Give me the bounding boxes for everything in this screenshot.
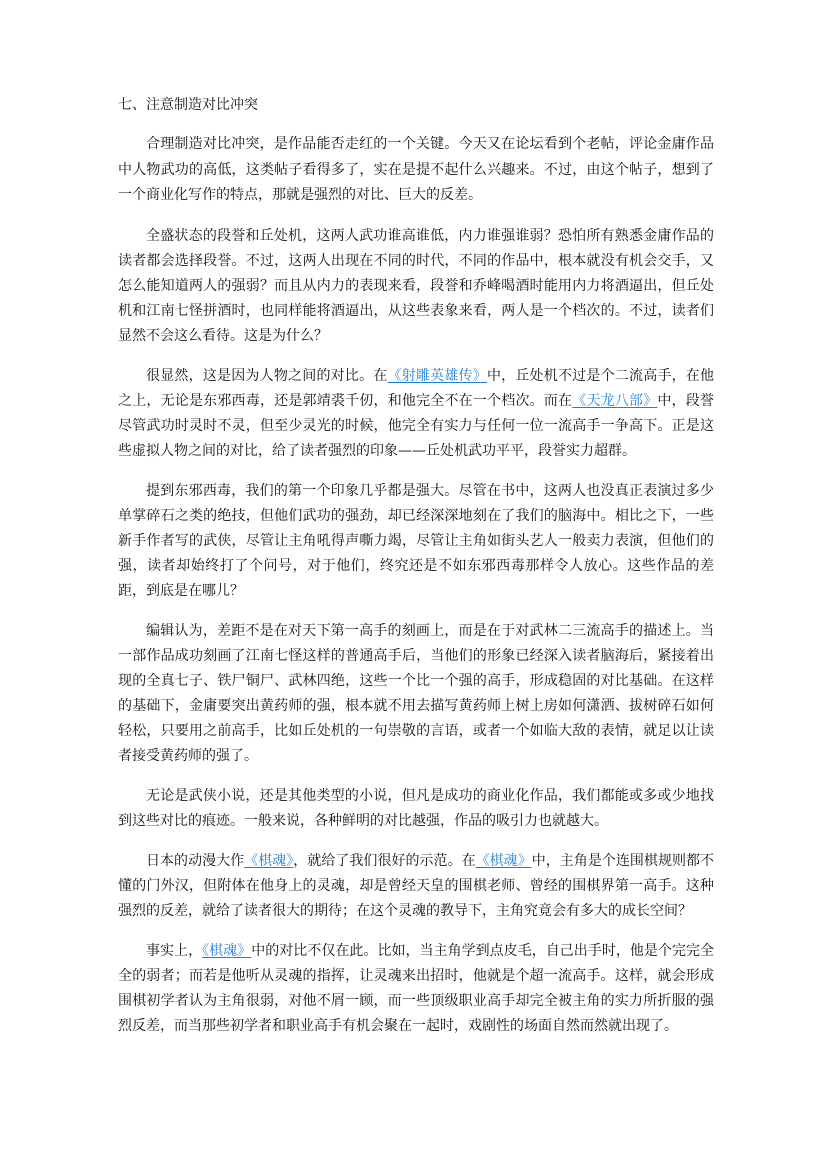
link-tianlong-babu[interactable]: 《天龙八部》 bbox=[572, 392, 658, 409]
link-qihun-1[interactable]: 《棋魂》 bbox=[244, 852, 294, 869]
paragraph-1: 合理制造对比冲突，是作品能否走红的一个关键。今天又在论坛看到个老帖，评论金庸作品中人物武功的高低，这类帖子看得多了，实在是提不起什么兴趣来。不过，由这个帖子，想到了一个商业化写作的特点，那就是强烈的对比、巨大的反差。 bbox=[118, 136, 714, 203]
paragraph-8-text-1: 事实上， bbox=[146, 942, 203, 959]
link-qihun-2[interactable]: 《棋魂》 bbox=[475, 852, 532, 869]
paragraph-4: 提到东邪西毒，我们的第一个印象几乎都是强大。尽管在书中，这两人也没真正表演过多少单掌碎石之类的绝技，但他们武功的强劲，却已经深深地刻在了我们的脑海中。相比之下，一些新手作者写的武侠，尽管让主角吼得声嘶力竭，尽管让主角如街头艺人一般卖力表演，但他们的强，读者却始终打了个问号，对于他们，终究还是不如东邪西毒那样令人放心。这些作品的差距，到底是在哪儿？ bbox=[118, 482, 714, 599]
paragraph-7-text-3: 中，主角是个连围棋规则都不懂的门外汉，但附体在他身上的灵魂，却是曾经天皇的围棋老师、曾经的围棋界第一高手。这种强烈的反差，就给了读者很大的期待；在这个灵魂的教导下，主角究竟会有多大的成长空间？ bbox=[118, 852, 715, 919]
paragraph-8-text-2: 中的对比不仅在此。比如，当主角学到点皮毛，自己出手时，他是个完完全全的弱者；而若是他听从灵魂的指挥，让灵魂来出招时，他就是个超一流高手。这样，就会形成围棋初学者认为主角很弱，对他不屑一顾，而一些顶级职业高手却完全被主角的实力所折服的强烈反差，而当那些初学者和职业高手有机会聚在一起时，戏剧性的场面自然而然就出现了。 bbox=[118, 942, 715, 1034]
document-page bbox=[118, 95, 714, 1054]
paragraph-3-text-2: 中，丘处机不过是个二流高手，在他之上，无论是东邪西毒，还是郭靖裘千仞，和他完全不在一个档次。而在 bbox=[118, 367, 715, 409]
paragraph-8 bbox=[118, 939, 714, 1039]
paragraph-3-text-3: 中，段誉尽管武功时灵时不灵，但至少灵光的时候，他完全有实力与任何一位一流高手一争高下。正是这些虚拟人物之间的对比，给了读者强烈的印象——丘处机武功平平，段誉实力超群。 bbox=[118, 392, 715, 459]
paragraph-7 bbox=[118, 849, 714, 924]
paragraph-7-text-2: ，就给了我们很好的示范。在 bbox=[293, 852, 476, 869]
section-heading: 七、注意制造对比冲突 bbox=[118, 97, 258, 113]
paragraph-2: 全盛状态的段誉和丘处机，这两人武功谁高谁低，内力谁强谁弱？恐怕所有熟悉金庸作品的读者都会选择段誉。不过，这两人出现在不同的时代，不同的作品中，根本就没有机会交手，又怎么能知道两人的强弱？而且从内力的表现来看，段誉和乔峰喝酒时能用内力将酒逼出，但丘处机和江南七怪拼酒时，也同样能将酒逼出，从这些表象来看，两人是一个档次的。不过，读者们显然不会这么看待。这是为什么？ bbox=[118, 227, 714, 344]
paragraph-7-text-1: 日本的动漫大作 bbox=[146, 852, 245, 869]
paragraph-5: 编辑认为，差距不是在对天下第一高手的刻画上，而是在于对武林二三流高手的描述上。当一部作品成功刻画了江南七怪这样的普通高手后，当他们的形象已经深入读者脑海后，紧接着出现的全真七子、铁尸铜尸、武林四绝，这些一个比一个强的高手，形成稳固的对比基础。在这样的基础下，金庸要突出黄药师的强，根本就不用去描写黄药师上树上房如何潇洒、拔树碎石如何轻松，只要用之前高手，比如丘处机的一句崇敬的言语，或者一个如临大敌的表情，就足以让读者接受黄药师的强了。 bbox=[118, 622, 714, 764]
link-shediao-yingxiong-zhuan[interactable]: 《射雕英雄传》 bbox=[387, 367, 487, 384]
link-qihun-3[interactable]: 《棋魂》 bbox=[202, 942, 252, 959]
paragraph-3-text-1: 很显然，这是因为人物之间的对比。在 bbox=[146, 367, 388, 384]
paragraph-6: 无论是武侠小说，还是其他类型的小说，但凡是成功的商业化作品，我们都能或多或少地找到这些对比的痕迹。一般来说，各种鲜明的对比越强，作品的吸引力也就越大。 bbox=[118, 787, 714, 829]
paragraph-3 bbox=[118, 364, 714, 464]
